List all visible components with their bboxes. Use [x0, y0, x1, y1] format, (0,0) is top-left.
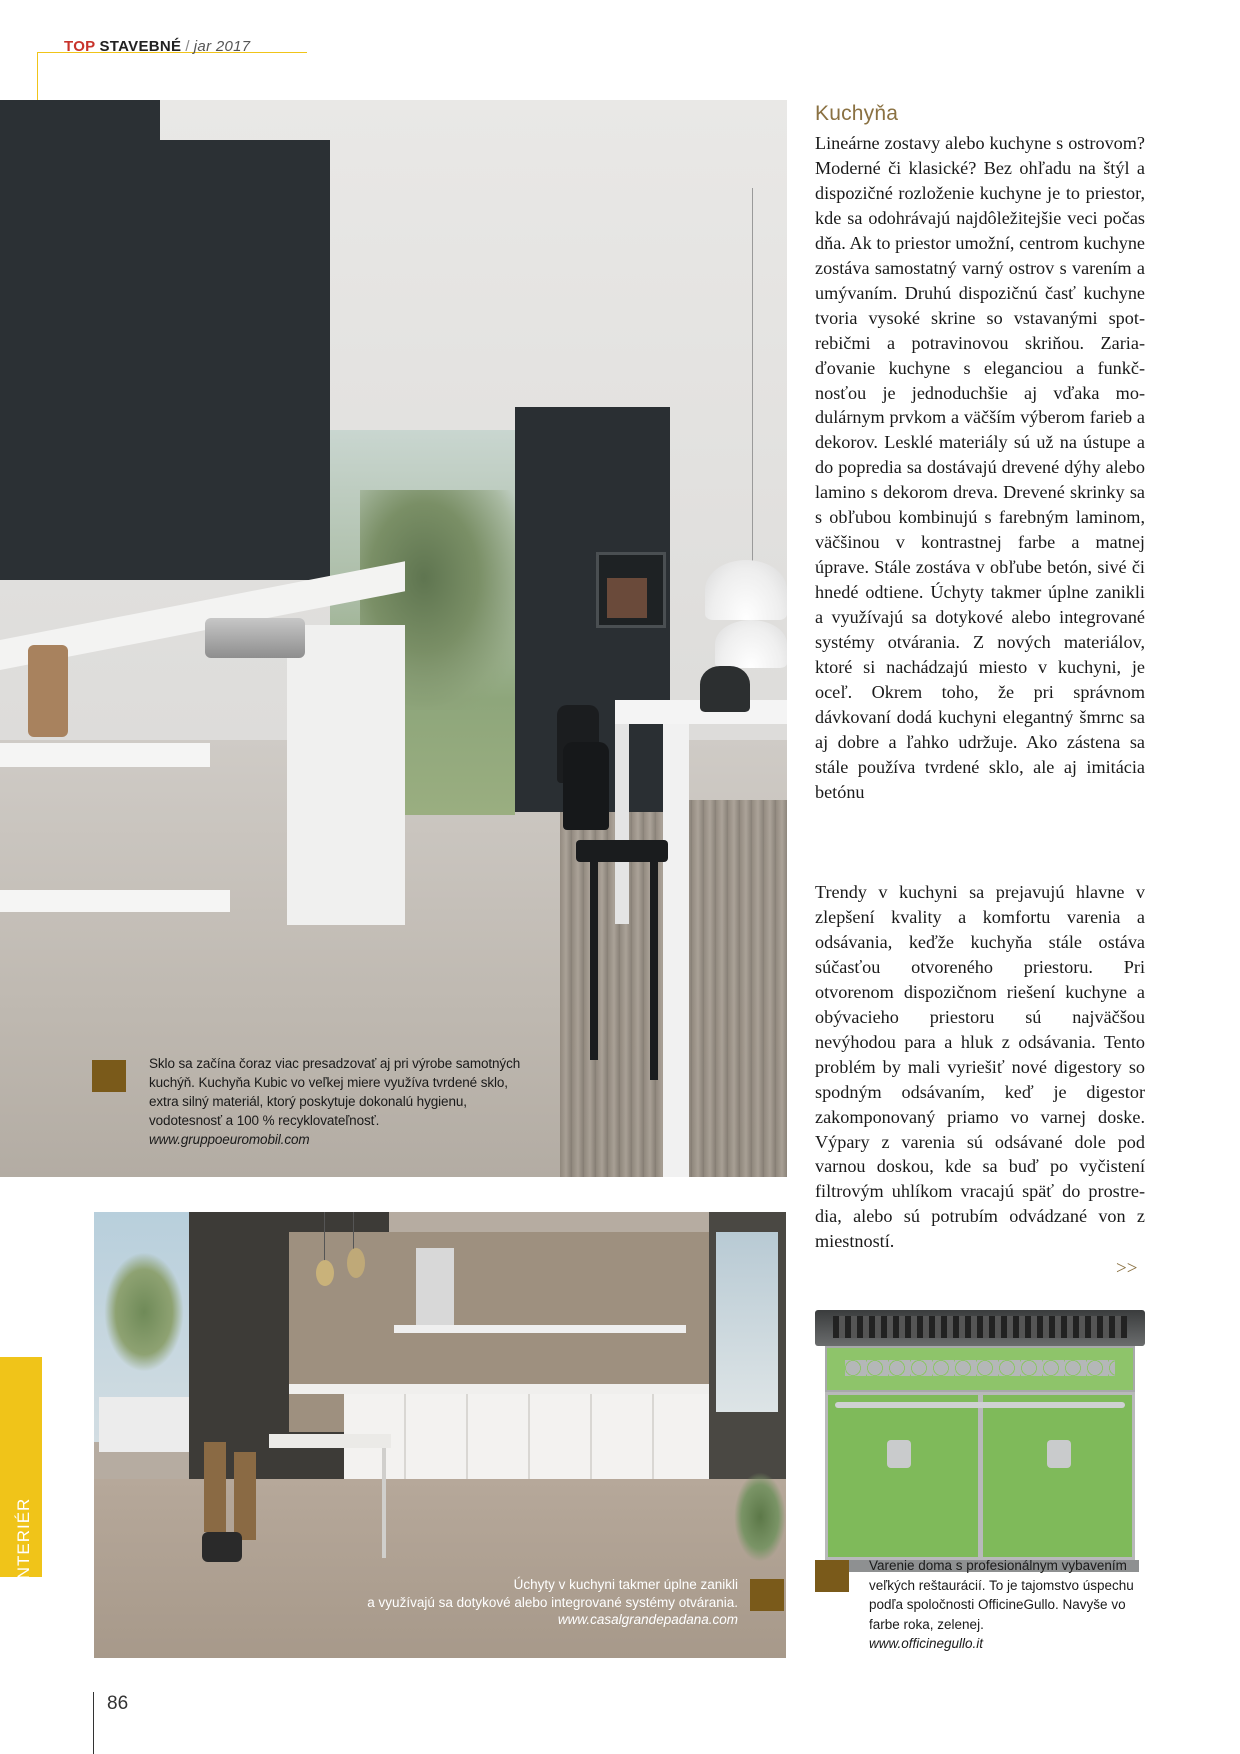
photo1-caption-text: Sklo sa začína čoraz viac presadzovať aj pri výrobe samotných kuchýň. Kuchyňa Kubic vo veľkej miere využíva tvrdené sklo, extra silný materiál, ktorý poskytuje dokonalú hygienu, vodotesnosť a 100 % recyklovateľnosť. — [149, 1056, 521, 1128]
article-paragraph-1: Lineárne zostavy alebo kuchyne s ostrovom? Moderné či klasické? Bez ohľadu na štýl a dispozičné rozloženie kuchyne je to priestor, kde sa odohrávajú najdôležitejšie veci počas dňa. Ak to priestor umožní, centrom kuchyne zostáva samostatný varný ostrov s varením a umývaním. Druhú dispozičnú časť kuchyne tvoria vysoké skrine so vstavanými spotrebičmi a potravinovou skriňou. Zariaďovanie kuchyne s eleganciou a funkčnosťou je jednoduchšie aj vďaka modulárnym prvkom a väčším výberom farieb a dekorov. Lesklé materiály sú už na ústupe a do popredia sa dostávajú drevené dýhy alebo lamino s dekorom dreva. Drevené skrinky sa s obľubou kombinujú s farebným laminom, väčšinou v kontrastnej farbe a matnej úprave. Stále zostáva v obľube betón, sivé či hnedé odtiene. Úchyty takmer úplne zanikli a využívajú sa dotykové alebo integrované systémy otvárania. Z nových materiálov, ktoré si nachádzajú miesto v kuchyni, je oceľ. Okrem toho, že pri správnom dávkovaní dodá kuchyni elegantný šmrnc sa aj dobre a ľahko udržuje. Ako zástena sa stále používa tvrdené sklo, ale aj imitácia betónu — [815, 133, 1145, 802]
kettle — [700, 666, 750, 712]
knobs — [845, 1360, 1115, 1376]
photo3-caption-url: www.officinegullo.it — [869, 1636, 984, 1651]
pendant-lamp — [347, 1248, 365, 1278]
photo3-caption-text: Varenie doma s profesionálnym vybavením veľkých reštaurácií. To je tajomstvo úspechu podľa spoločnosti OfficineGullo. Navyše vo farbe roka, zelenej. — [869, 1558, 1134, 1632]
caption-marker — [750, 1579, 784, 1611]
lower-cabinets — [344, 1394, 709, 1479]
oven-handle — [835, 1402, 1125, 1408]
page-number: 86 — [107, 1693, 129, 1714]
range-cooker-photo — [815, 1310, 1145, 1580]
emblem — [1047, 1440, 1071, 1468]
cutting-board — [28, 645, 68, 737]
photo2-caption-line2: a využívajú sa dotykové alebo integrované systémy otvárania. — [367, 1594, 738, 1610]
caption-marker — [815, 1560, 849, 1592]
plants — [734, 1472, 786, 1562]
photo2-caption-url: www.casalgrandepadana.com — [557, 1612, 738, 1627]
bar-table — [269, 1434, 391, 1448]
sofa — [99, 1397, 194, 1452]
shelf — [394, 1325, 686, 1333]
section-heading: Kuchyňa — [815, 102, 899, 125]
header-separator: / — [185, 38, 190, 55]
stool — [234, 1452, 256, 1540]
section-tab-label: INTERIÉR — [14, 1497, 33, 1585]
lower-cabinets — [287, 625, 405, 925]
pots — [205, 618, 305, 658]
bag — [202, 1532, 242, 1562]
shelf — [0, 890, 230, 912]
header-brand: STAVEBNÉ — [99, 38, 182, 55]
countertop — [289, 1384, 709, 1394]
kitchen-photo-main — [0, 100, 787, 1177]
article-paragraph-2: Trendy v kuchyni sa prejavujú hlavne v zlepšení kvality a komfortu varenia a odsávania, keďže kuchyňa stále ostáva súčasťou otvoreného priestoru. Pri otvorenom dispozičnom riešení kuchyne a obývacieho priestoru sú najväčšou nevýhodou para a hluk z odsávania. Tento problém by mali vyriešiť nové digestory so spodným odsávaním, keď je digestor zakomponovaný priamo vo varnej doske. Výpary z varenia sú odsávané dole pod varnou doskou, kde sa buď po vyčistení filtrovým uhlíkom vracajú späť do prostredia, alebo sú potrubím odvádzané von z miestností. — [815, 882, 1145, 1252]
pendant-lamp — [316, 1260, 334, 1286]
photo2-caption-line1: Úchyty v kuchyni takmer úplne zanikli — [513, 1577, 738, 1592]
pendant-lamp — [705, 560, 787, 620]
header-top-label: TOP — [64, 38, 96, 55]
shelf — [0, 743, 210, 767]
burner-grates — [833, 1316, 1127, 1338]
range-hood — [416, 1248, 454, 1326]
photo3-caption — [869, 1556, 1159, 1654]
page-number-rule — [93, 1692, 94, 1754]
photo1-caption-url: www.gruppoeuromobil.com — [149, 1132, 310, 1147]
stool — [204, 1442, 226, 1532]
chair — [563, 742, 609, 830]
wall-cabinets — [0, 140, 330, 580]
photo1-caption — [149, 1054, 534, 1149]
photo2-caption — [290, 1576, 738, 1629]
continue-marker: >> — [1116, 1258, 1138, 1279]
pendant-lamp — [715, 620, 787, 668]
header-issue: jar 2017 — [193, 38, 251, 55]
caption-marker — [92, 1060, 126, 1092]
window — [716, 1232, 778, 1412]
emblem — [887, 1440, 911, 1468]
magazine-header — [64, 38, 250, 55]
header-rule — [37, 52, 38, 102]
